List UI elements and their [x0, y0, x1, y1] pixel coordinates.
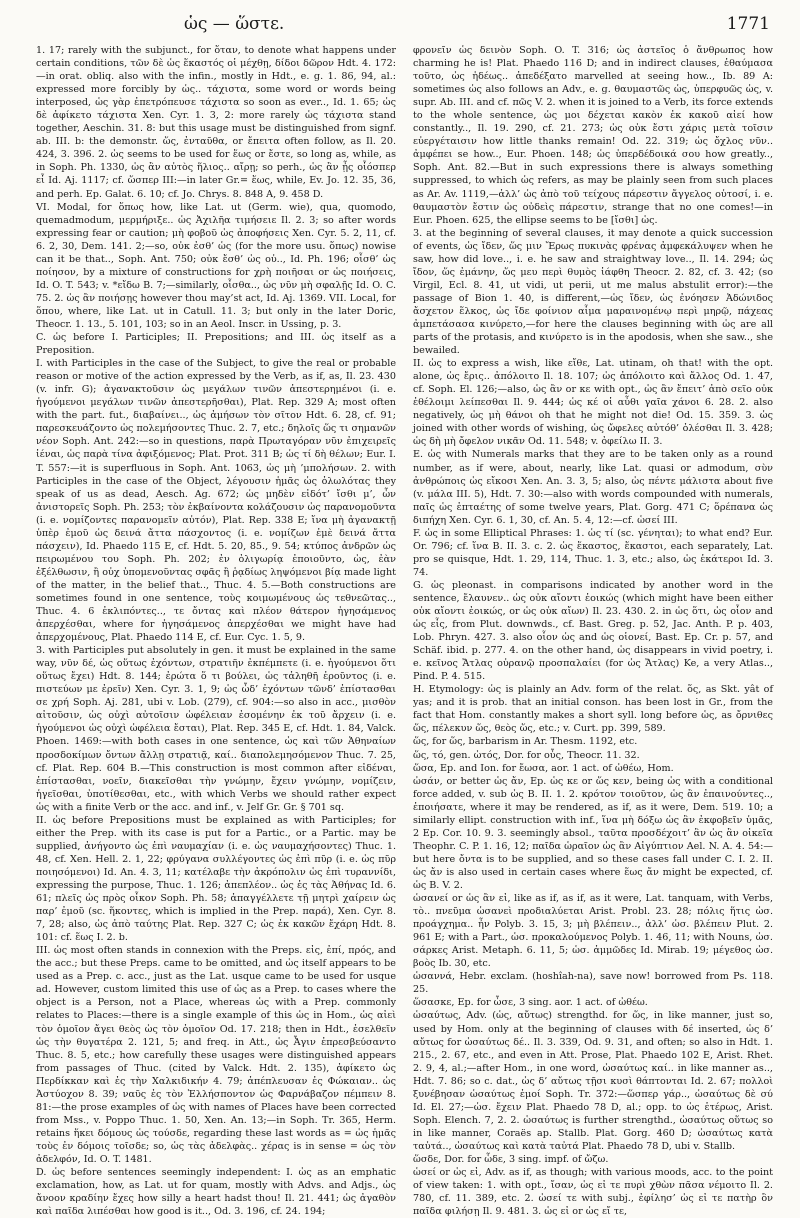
right-column — [413, 44, 773, 1218]
entry-paragraph: III. ὡς most often stands in connexion with the Preps. εἰς, ἐπί, πρός, and the acc.; but these Preps. came to be omitted, and ὡς itself appears to be used as a Prep. c. acc., just as the Lat. usque came to be used for usque ad. However, custom limited this use of ὡς as a Prep. to cases where the object is a Person, not a Place, whereas ὡς with a Prep. commonly relates to Places:—there is a single example of this ὡς in Hom., ὡς αἰεὶ τὸν ὁμοῖον ἄγει θεὸς ὡς τὸν ὁμοῖον Od. 17. 218; then in Hdt., ἐσελθεῖν ὡς τὴν θυγατέρα 2. 121, 5; and freq. in Att., ὡς Ἆγιν ἐπρεσβεύσαντο Thuc. 8. 5, etc.; how carefully these usages were distinguished appears from passages of Thuc. (cited by Valck. Hdt. 2. 135), ἀφίκετο ὡς Περδίκκαν καὶ ἐς τὴν Χαλκιδικήν 4. 79; ἀπέπλευσαν ἐς Φώκαιαν.. ὡς Ἀστύοχον 8. 39; ναῦς ἐς τὸν Ἑλλήσποντον ὡς Φαρνάβαζον πέμπειν 8. 81:—the prose examples of ὡς with names of Places have been corrected from Mss., v. Poppo Thuc. 1. 50, Xen. An. 13;—in Soph. Tr. 365, Herm. retains ἥκει δόμους ὡς τούσδε, regarding these last words as = ὡς ἡμᾶς τοὺς ἐν δόμοις τοῖσδε; so, ὡς τὰς ἀδελφὰς.. χέρας is in sense = ὡς τὸν ἀδελφόν, Id. O. T. 1481. — [36, 945, 396, 1165]
entry-paragraph: VI. Modal, for ὅπως how, like Lat. ut (Germ. wie), qua, quomodo, quemadmodum, μερμήριξε.. ὡς Ἀχιλῆα τιμήσειε Il. 2. 3; so after words expressing fear or caution; μὴ φοβοῦ ὡς ἀποφήσεις Xen. Cyr. 5. 2, 11, cf. 6. 2, 30, Dem. 141. 2;—so, οὐκ ἐσθ’ ὡς (for the more usu. ὅπως) nowise can it be that.., Soph. Ant. 750; οὐκ ἔσθ’ ὡς οὐ.., Id. Ph. 196; οἶσθ’ ὡς ποίησον, by a mixture of constructions for χρὴ ποιῆσαι or ὡς ποιήσεις, Id. O. T. 543; v. *εἴδω B. 7;—similarly, οἶσθα.., ὡς νῦν μὴ σφαλῇς Id. O. C. 75. 2. ὡς ἂν ποιήσῃς however thou may’st act, Id. Aj. 1369. VII. Local, for ὅπου, where, like Lat. ut in Catull. 11. 3; but only in the later Doric, Theocr. 1. 13., 5. 101, 103; so in an Aeol. Inscr. in Ussing, p. 3. — [36, 201, 396, 330]
entry-paragraph: D. ὡς before sentences seemingly independent: I. ὡς as an emphatic exclamation, how, as Lat. ut for quam, mostly with Advs. and Adjs., ὡς ἄνοον κραδίην ἔχες how silly a heart hadst thou! Il. 21. 441; ὡς ἀγαθὸν καὶ παῖδα λιπέσθαι how good is it.., Od. 3. 196, cf. 24. 194; — [36, 1167, 396, 1218]
page-number: 1771 — [726, 14, 770, 34]
entry-paragraph: I. with Participles in the case of the Subject, to give the real or probable reason or motive of the action expressed by the Verb, as if, as, Il. 23. 430 (v. infr. G); ἀγανακτοῦσιν ὡς μεγάλων τινῶν ἀπεστερημένοι (i. e. ἡγούμενοι μεγάλων τινῶν ἀπεστερῆσθαι), Plat. Rep. 329 A; most often with the part. fut., διαβαίνει.., ὡς ἀμήσων τὸν σῖτον Hdt. 6. 28, cf. 91; παρεσκευάζοντο ὡς πολεμήσοντες Thuc. 2. 7, etc.; δηλοῖς ὥς τι σημανῶν νέον Soph. Ant. 242:—so in questions, παρὰ Πρωταγόραν νῦν ἐπιχειρεῖς ἰέναι, ὡς παρὰ τίνα ἀφιξόμενος; Plat. Prot. 311 B; ὡς τί δὴ θέλων; Eur. I. T. 557:—it is superfluous in Soph. Ant. 1063, ὡς μὴ ’μπολήσων. 2. with Participles in the case of the Object, λέγουσιν ἡμᾶς ὡς ὀλωλότας they speak of us as dead, Aesch. Ag. 672; ὡς μηδὲν εἰδότ’ ἴσθι μ’, ὧν ἀνιστορεῖς Soph. Ph. 253; τὸν ἐκβαίνοντα κολάζουσιν ὡς παρανομοῦντα (i. e. νομίζοντες παρανομεῖν αὐτόν), Plat. Rep. 338 E; ἵνα μὴ ἀγανακτῇ ὑπὲρ ἐμοῦ ὡς δεινά ἄττα πάσχοντος (i. e. νομίζων ἐμὲ δεινά ἄττα πάσχειν), Id. Phaedo 115 E, cf. Hdt. 5. 20, 85., 9. 54; κτύπος ἀνδρῶν ὡς πειρωμένου του Soph. Ph. 202; ἐν ὀλιγωρίᾳ ἐποιοῦντο, ὡς, ἐὰν ἐξέλθωσιν, ἢ οὐχ ὑπομενοῦντας σφᾶς ἢ ῥᾳδίως ληψόμενοι βίᾳ made light of the matter, in the belief that.., Thuc. 4. 5.—Both constructions are sometimes found in one sentence, τοὺς κοιμωμένους ὡς τεθνεῶτας.., Thuc. 4. 6 ἐκλιπόντες.., τε ὄντας καὶ πλέον θάτερον ἡγησάμενος ἀπερχέσθαι, where for ἡγησάμενος ἀπερχέσθαι we might have had ἀπερχομένους, Plat. Phaedo 114 E, cf. Eur. Cyc. 1. 5, 9. — [36, 358, 396, 644]
left-column — [36, 44, 396, 1218]
entry-paragraph: ὥσασκε, Ep. for ὦσε, 3 sing. aor. 1 act. of ὠθέω. — [413, 997, 648, 1009]
entry-paragraph: 3. with Participles put absolutely in gen. it must be explained in the same way, νῦν δέ, ὡς οὕτως ἐχόντων, στρατιῆν ἐκπέμπετε (i. e. ἡγούμενοι ὅτι οὕτως ἔχει) Hdt. 8. 144; ἐρώτα ὅ τι βούλει, ὡς τἀληθῆ ἐροῦντος (i. e. πιστεύων με ἐρεῖν) Xen. Cyr. 3. 1, 9; ὡς ὧδ’ ἐχόντων τῶνδ’ ἐπίστασθαι σε χρή Soph. Aj. 281, ubi v. Lob. (279), cf. 904:—so also in acc., μισθὸν αἰτοῦσιν, ὡς οὐχὶ αὐτοῖσιν ὠφέλειαν ἐσομένην ἐκ τοῦ ἄρχειν (i. e. ἡγούμενοι ὡς οὐχὶ ὠφέλεια ἔσται), Plat. Rep. 345 E, cf. Hdt. 1. 84, Valck. Phoen. 1469:—with both cases in one sentence, ὡς καὶ τῶν Ἀθηναίων προσδοκίμων ὄντων ἄλλῃ στρατιᾷ, καί.. διαπολεμησόμενον Thuc. 7. 25, cf. Plat. Rep. 604 B.—This construction is most common after εἰδέναι, ἐπίστασθαι, νοεῖν, διακεῖσθαι τὴν γνώμην, ἔχειν γνώμην, νομίζειν, ἡγεῖσθαι, ὑποτίθεσθαι, etc., with which Verbs we should rather expect ὡς with a finite Verb or the acc. and inf., v. Jelf Gr. Gr. § 701 sq. — [36, 645, 396, 813]
entry-paragraph: E. ὡς with Numerals marks that they are to be taken only as a round number, as if were, about, nearly, like Lat. quasi or admodum, σὺν ἀνθρώποις ὡς εἴκοσι Xen. An. 3. 3, 5; also, ὡς πέντε μάλιστα about five (v. μάλα III. 5), Hdt. 7. 30:—also with words compounded with numerals, παῖς ὡς ἑπταέτης of some twelve years, Plat. Gorg. 471 C; ὅρέπανα ὡς διπήχη Xen. Cyr. 6. 1, 30, cf. An. 5. 4, 12:—cf. ὡσεί III. — [413, 449, 773, 526]
entry-paragraph: ὥς, for ὥς, barbarism in Ar. Thesm. 1192, etc. — [413, 736, 638, 748]
entry-paragraph: H. Etymology: ὡς is plainly an Adv. form of the relat. ὅς, as Skt. yât of yas; and it is prob. that an initial conson. has been lost in Gr., from the fact that Hom. constantly makes a short syll. long before ὡς, as ὄρνιθες ὥς, πέλεκυν ὥς, θεὸς ὥς, etc.; v. Curt. pp. 399, 589. — [413, 684, 773, 735]
entry-paragraph: F. ὡς in some Elliptical Phrases: 1. ὡς τί (sc. γένηται); to what end? Eur. Or. 796; cf. ἵνα B. II. 3. c. 2. ὡς ἕκαστος, ἕκαστοι, each separately, Lat. pro se quisque, Hdt. 1. 29, 114, Thuc. 1. 3, etc.; also, ὡς ἑκάτεροι Id. 3. 74. — [413, 527, 773, 578]
entry-paragraph: 3. at the beginning of several clauses, it may denote a quick succession of events, ὡς ἴδεν, ὥς μιν Ἔρως πυκινὰς φρένας ἀμφεκάλυψεν when he saw, how did love.., i. e. he saw and straightway love.., Il. 14. 294; ὡς ἴδον, ὥς ἐμάνην, ὥς μευ περὶ θυμὸς ἰάφθη Theocr. 2. 82, cf. 3. 42; (so Virgil, Ecl. 8. 41, ut vidi, ut perii, ut me malus abstulit error):—the passage of Bion 1. 40, is different,—ὡς ἴδεν, ὡς ἐνόησεν Ἀδώνιδος ἄσχετον ἕλκος, ὡς ἴδε φοίνιον αἷμα μαραινομένῳ περὶ μηρῷ, πάχεας ἀμπετάσασα κινύρετο,—for here the clauses beginning with ὡς are all parts of the protasis, and κινύρετο is in the apodosis, when she saw.., she bewailed. — [413, 227, 773, 357]
entry-paragraph: ὠσάν, or better ὡς ἄν, Ep. ὡς κε or ὥς κεν, being ὡς with a conditional force added, v. sub ὡς B. II. 1. 2. κρότον τοιοῦτον, ὡς ἂν ἐπαινούντες.., ἐποιήσατε, where it may be rendered, as if, as it were, Dem. 519. 10; a similarly ellipt. construction with inf., ἵνα μὴ δόξω ὡς ἂν ἐκφοβεῖν ὑμᾶς, 2 Ep. Cor. 10. 9. 3. seemingly absol., ταῦτα προσδέχοιτ’ ἂν ὡς ἂν οἰκεῖα Theophr. C. P. 1. 16, 12; παῖδα ὡραῖον ὡς ἂν Αἰγύπτιον Ael. N. A. 4. 54:—but here ὄντα is to be supplied, and so these cases fall under C. I. 2. II. ὡς ἄν is also used in certain cases where ἕως ἄν might be expected, cf. ὡς B. V. 2. — [413, 775, 773, 891]
entry-paragraph: φρονεῖν ὡς δεινὸν Soph. O. T. 316; ὡς ἀστεῖος ὁ ἄνθρωπος how charming he is! Plat. Phaedo 116 D; and in indirect clauses, ἐθαύμασα τοῦτο, ὡς ἡδέως.. ἀπεδέξατο marvelled at seeing how.., Ib. 89 A: sometimes ὡς also follows an Adv., e. g. θαυμαστῶς ὡς, ὑπερφυῶς ὡς, v. supr. Ab. III. and cf. πῶς V. 2. when it is joined to a Verb, its force extends to the whole sentence, ὡς μοι δέχεται κακὸν ἐκ κακοῦ αἰεί how constantly.., Il. 19. 290, cf. 21. 273; ὡς οὐκ ἔστι χάρις μετὰ τοῖσιν εὐεργέταισιν how little thanks remain! Od. 22. 319; ὡς ὄχλος νῦν.. ἀμφέπει se how.., Eur. Phoen. 148; ὡς ὑπερδέδοικά σου how greatly.., Soph. Ant. 82.—But in such expressions there is always something suppressed, to which ὡς refers, as may be plainly seen from such places as Ar. Av. 1119,—ἀλλ’ ὡς ἀπὸ τοῦ τείχους πάρεστιν ἄγγελος οὑτοσί, i. e. θαυμαστὸν ἔστιν ὡς οὐδεὶς πάρεστιν, strange that no one comes!—in Eur. Phoen. 625, the ellipse seems to be [ἴσθι] ὡς. — [413, 45, 773, 226]
entry-paragraph: II. ὡς before Prepositions must be explained as with Participles; for either the Prep. with its case is put for a Partic., or a Partic. may be supplied, ἀνήγοντο ὡς ἐπὶ ναυμαχίαν (i. e. ὡς ναυμαχήσοντες) Thuc. 1. 48, cf. Xen. Hell. 2. 1, 22; φρύγανα συλλέγοντες ὡς ἐπὶ πῦρ (i. e. ὡς πῦρ ποιησόμενοι) Id. An. 4. 3, 11; κατέλαβε τὴν ἀκρόπολιν ὡς ἐπὶ τυραννίδι, expressing the purpose, Thuc. 1. 126; ἀπεπλέον.. ὡς ἐς τὰς Ἀθήνας Id. 6. 61; πλεῖς ὡς πρὸς οἶκον Soph. Ph. 58; ἀπαγγέλλετε τῇ μητρὶ χαίρειν ὡς παρ’ ἐμοῦ (sc. ἥκοντες, which is implied in the Prep. παρά), Xen. Cyr. 8. 7, 28; also, ὡς ἀπὸ ταύτης Plat. Rep. 327 C; ὡς ἐκ κακῶν ἔχάρη Hdt. 8. 101: cf. ἕως I. 2. b. — [36, 814, 396, 944]
entry-paragraph: G. ὡς pleonast. in comparisons indicated by another word in the sentence, ἔλαυνεν.. ὡς οὐκ αἴοντι ἐοικώς (which might have been either οὐκ αἴοντι ἐοικώς, or ὡς οὐκ αἴων) Il. 23. 430. 2. in ὡς ὅτι, ὡς οἷον and ὡς εἷς, from Plut. downwds., cf. Bast. Greg. p. 52, Jac. Anth. P. p. 403, Lob. Phryn. 427. 3. also οἷον ὡς and ὡς οἱονεί, Bast. Ep. Cr. p. 57, and Schäf. ibid. p. 277. 4. on the other hand, ὡς disappears in vivid poetry, i. e. κεῖνος Ἄτλας οὐρανῷ προσπαλαίει (for ὡς Ἄτλας) Ke, a very Atlas.., Pind. P. 4. 515. — [413, 579, 773, 683]
entry-paragraph: ὡσανεί or ὡς ἂν εἰ, like as if, as if, as it were, Lat. tanquam, with Verbs, τὸ.. πνεῦμα ὡσανεὶ προδιαλύεται Arist. Probl. 23. 28; πόλις ἥτις ὡσ. προάγχημα.. ἦν Polyb. 3. 15, 3; μὴ βλέπειν.., ἀλλ’ ὡσ. βλέπειν Plut. 2. 961 E; with a Part., ὡσ. προκαλούμενος Polyb. 1. 46, 11; with Nouns, ὡσ. σάρκες Arist. Metaph. 6. 11, 5; ὡσ. ἀμμῶδες Id. Mirab. 19; μέγεθος ὡσ. βοὸς Ib. 30, etc. — [413, 893, 773, 970]
entry-paragraph: C. ὡς before I. Participles; II. Prepositions; and III. ὡς itself as a Preposition. — [36, 332, 396, 357]
entry-paragraph: ὥσδε, Dor. for ὧδε, 3 sing. impf. of ὤζω. — [413, 1153, 609, 1165]
entry-paragraph: ὡσεί or ὡς εἰ, Adv. as if, as though; with various moods, acc. to the point of view taken: 1. with opt., ἴσαν, ὡς εἰ τε πυρὶ χθὼν πᾶσα νέμοιτο Il. 2. 780, cf. 11. 389, etc. 2. ὡσεί τε with subj., ἐφίλησ’ ὡς εἰ τε πατὴρ ὃν παῖδα φιλήσῃ Il. 9. 481. 3. ὡς εἰ or ὡς εἴ τε, — [413, 1167, 773, 1218]
entry-paragraph: 1. 17; rarely with the subjunct., for ὅταν, to denote what happens under certain conditions, τῶν δὲ ὡς ἕκαστός οἱ μέχθῃ, δίδοι δῶρον Hdt. 4. 172:—in orat. obliq. also with the infin., mostly in Hdt., e. g. 1. 86, 94, al.: expressed more forcibly by ὡς.. τάχιστα, some word or words being interposed, ὡς γὰρ ἐπετρόπευσε τάχιστα so soon as ever.., Id. 1. 65; ὡς δὲ ἀφίκετο τάχιστα Xen. Cyr. 1. 3, 2: more rarely ὡς τάχιστα stand together, Aeschin. 31. 8: but this usage must be distinguished from signf. ab. III. b: the demonstr. ὥς, ἐνταῦθα, or ἔπειτα often follow, as Il. 20. 424, 3. 396. 2. ὡς seems to be used for ἕως or ἔστε, so long as, while, as in Soph. Ph. 1330, ὡς ἂν αὐτὸς ἥλιος.. αἴρῃ; so perh., ὡς ἂν ᾖς οἷόσπερ εἶ Id. Aj. 1117; cf. ὥσπερ III:—in later Gr.= ἕως, while, Ev. Jo. 12. 35, 36, and perh. Ep. Galat. 6. 10; cf. Jo. Chrys. 8. 848 A, 9. 458 D. — [36, 45, 396, 200]
running-headword-left: ὡς — ὥστε. — [184, 14, 285, 34]
entry-paragraph: ὡσαννά, Hebr. exclam. (hoshîah-na), save now! borrowed from Ps. 118. 25. — [413, 971, 773, 996]
entry-paragraph: ὥς, τό, gen. ὠτός, Dor. for οὖς, Theocr. 11. 32. — [413, 749, 640, 761]
running-header — [34, 14, 770, 40]
entry-paragraph: ὡσαύτως, Adv. (ὡς, αὔτως) strengthd. for ὥς, in like manner, just so, used by Hom. only at the beginning of clauses with δέ inserted, ὡς δ’ αὔτως for ὡσαύτως δέ.. Il. 3. 339, Od. 9. 31, and often; so also in Hdt. 1. 215., 2. 67, etc., and even in Att. Prose, Plat. Phaedo 102 E, Arist. Rhet. 2. 9, 4, al.;—after Hom., in one word, ὡσαύτως καί.. in like manner as.., Hdt. 7. 86; so c. dat., ὡς δ’ αὔτως τῇσι κυσὶ θάπτονται Id. 2. 67; πολλοὶ ξυνέβησαν ὡσαύτως ἐμοί Soph. Tr. 372:—ὥσπερ γάρ.., ὡσαύτως δὲ σύ Id. El. 27;—ὡσ. ἔχειν Plat. Phaedo 78 D, al.; opp. to ὡς ἑτέρως, Arist. Soph. Elench. 7, 2. 2. ὡσαύτως is further strengthd., ὡσαύτως οὕτως so in like manner, Coraës ap. Stallb. Plat. Gorg. 460 D; ὡσαύτως κατὰ ταὐτά.., ὡσαύτως καὶ κατὰ ταὐτά Plat. Phaedo 78 D, ubi v. Stallb. — [413, 1010, 773, 1152]
entry-paragraph: II. ὡς to express a wish, like εἴθε, Lat. utinam, oh that! with the opt. alone, ὡς ἔρις.. ἀπόλοιτο Il. 18. 107; ὡς ἀπόλοιτο καὶ ἄλλος Od. 1. 47, cf. Soph. El. 126;—also, ὡς ἂν or κε with opt., ὡς ἂν ἔπειτ’ ἀπὸ σεῖο οὐκ ἐθέλοιμι λείπεσθαι Il. 9. 444; ὡς κέ οἱ αὖθι γαῖα χάνοι 6. 28. 2. also negatively, ὡς μὴ θάνοι oh that he might not die! Od. 15. 359. 3. ὡς joined with other words of wishing, ὡς ὤφελες αὐτόθ’ ὀλέσθαι Il. 3. 428; ὡς δὴ μὴ ὄφελον νικᾶν Od. 11. 548; v. ὀφείλω II. 3. — [413, 358, 773, 448]
entry-paragraph: ὥσα, Ep. and Ion. for ἔωσα, aor. 1 act. of ὠθέω, Hom. — [413, 762, 674, 774]
